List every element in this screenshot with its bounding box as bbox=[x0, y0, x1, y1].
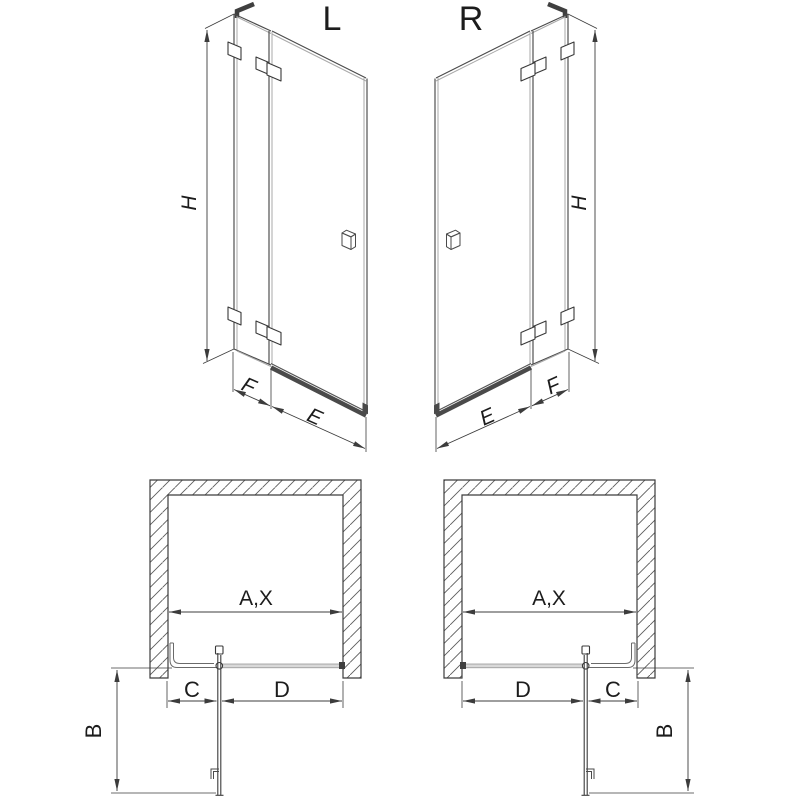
dim-label-c-right: C bbox=[605, 677, 621, 702]
plan-right-geometry bbox=[460, 612, 694, 795]
wall-hatch-left bbox=[150, 480, 361, 678]
perspective-view-left bbox=[178, 0, 368, 452]
dim-label-d-left: D bbox=[274, 677, 290, 702]
wall-hatch-right bbox=[444, 480, 655, 678]
plan-view-left bbox=[81, 480, 361, 795]
perspective-view-right bbox=[434, 0, 599, 452]
dim-label-f-left: F bbox=[238, 372, 260, 400]
dim-label-h-left: H bbox=[178, 195, 201, 211]
dim-label-f-right: F bbox=[542, 372, 564, 400]
plan-view-right bbox=[444, 480, 694, 795]
plan-left-geometry bbox=[111, 612, 345, 795]
dim-label-e-left: E bbox=[303, 403, 326, 431]
dim-label-opening-right: A,X bbox=[532, 587, 566, 610]
dim-label-h-right: H bbox=[568, 195, 591, 211]
dim-label-d-right: D bbox=[515, 677, 531, 702]
variant-label-right: R bbox=[458, 0, 484, 38]
variant-label-left: L bbox=[322, 0, 342, 38]
dim-label-c-left: C bbox=[184, 677, 200, 702]
dim-label-e-right: E bbox=[476, 403, 499, 431]
dim-label-b-right: B bbox=[652, 723, 677, 739]
dim-label-opening-left: A,X bbox=[239, 587, 273, 610]
perspective-right-geometry bbox=[434, 4, 599, 452]
perspective-left-geometry bbox=[203, 4, 368, 452]
dim-label-b-left: B bbox=[81, 723, 106, 739]
